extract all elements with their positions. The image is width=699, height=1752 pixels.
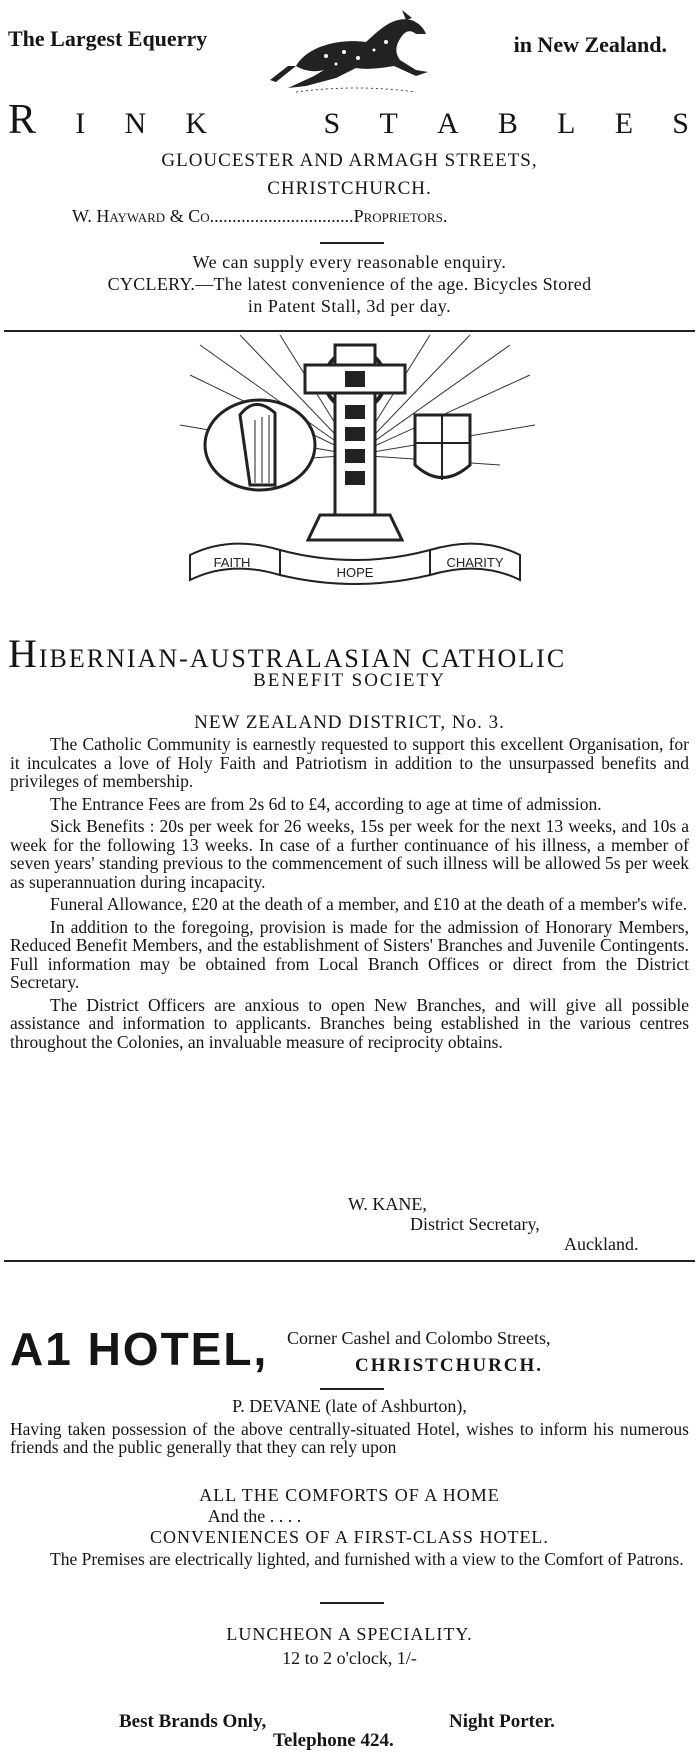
rink-tagline-left: The Largest Equerry	[8, 26, 208, 51]
banner-faith: FAITH	[213, 555, 251, 570]
hotel-night-porter: Night Porter.	[449, 1711, 555, 1732]
title-letter: A	[437, 107, 461, 140]
signature-name: W. KANE,	[348, 1194, 427, 1214]
hibernian-subtitle: BENEFIT SOCIETY	[253, 670, 446, 691]
hotel-intro: Having taken possession of the above centrally-situated Hotel, wishes to inform his numerous friends and the public generally that they can rely upon	[10, 1419, 689, 1457]
divider	[320, 1602, 384, 1604]
hibernian-title-rest: IBERNIAN-AUSTRALASIAN CATHOLIC	[38, 644, 567, 673]
hotel-address: Corner Cashel and Colombo Streets,	[287, 1328, 551, 1348]
hotel-and-the: And the . . . .	[207, 1506, 302, 1526]
paragraph: The Entrance Fees are from 2s 6d to £4, according to age at time of admission.	[50, 793, 602, 814]
hotel-hours: 12 to 2 o'clock, 1/-	[282, 1648, 417, 1668]
hotel-premises: The Premises are electrically lighted, and furnished with a view to the Comfort of Patrons.	[50, 1549, 684, 1569]
title-letter: T	[379, 107, 400, 140]
hotel-comforts: ALL THE COMFORTS OF A HOME	[199, 1485, 500, 1505]
rink-cyclery: CYCLERY.—The latest convenience of the age. Bicycles Stored	[107, 274, 592, 294]
hotel-proprietor: P. DEVANE (late of Ashburton),	[232, 1396, 467, 1416]
title-letter: N	[124, 107, 149, 140]
banner-hope: HOPE	[336, 565, 374, 580]
hibernian-title-initial: H	[8, 631, 39, 676]
hotel-brands: Best Brands Only,	[119, 1711, 267, 1732]
rink-proprietor: W. Hayward & Co................................Proprietors.	[72, 206, 448, 226]
paragraph: The Catholic Community is earnestly requested to support this excellent Organisation, for it inculcates a love of Holy Faith and Patriotism in addition to the unsurpassed benefits and privileges of membership.	[10, 734, 689, 791]
rink-tagline-right: in New Zealand.	[513, 32, 667, 57]
title-letter: I	[75, 107, 88, 140]
title-letter: R	[8, 97, 39, 143]
hotel-name: A1 HOTEL,	[10, 1323, 269, 1375]
section-divider	[4, 1260, 695, 1262]
paragraph: Sick Benefits : 20s per week for 26 weeks, 15s per week for the next 13 weeks, and 10s a week for the following 13 weeks. In case of a further continuance of his illness, a member of seven years' standing previous to the commencement of such illness will be allowed 5s per week as superannuation during incapacity.	[10, 816, 689, 892]
hotel-luncheon: LUNCHEON A SPECIALITY.	[226, 1624, 473, 1644]
title-letter: S	[323, 107, 343, 140]
divider	[320, 1388, 384, 1390]
hotel-telephone: Telephone 424.	[273, 1730, 394, 1751]
signature-place: Auckland.	[564, 1234, 639, 1254]
rink-patent-stall: in Patent Stall, 3d per day.	[247, 296, 452, 316]
hotel-city: CHRISTCHURCH.	[355, 1355, 544, 1376]
title-letter: L	[557, 107, 578, 140]
rink-address: GLOUCESTER AND ARMAGH STREETS,	[161, 150, 538, 171]
rink-enquiry: We can supply every reasonable enquiry.	[192, 252, 507, 272]
section-divider	[4, 330, 695, 332]
title-letter: S	[672, 107, 691, 140]
title-letter: B	[497, 107, 520, 140]
divider	[320, 242, 384, 244]
banner-charity: CHARITY	[446, 555, 504, 570]
signature-title: District Secretary,	[410, 1214, 540, 1234]
paragraph: In addition to the foregoing, provision is made for the admission of Honorary Members, Reduced Benefit Members, and the establishment of Sisters' Branches and Juvenile Contingents. Full information may be obtained from Local Branch Offices or direct from the District Secretary.	[10, 916, 689, 992]
rink-header	[4, 20, 695, 80]
hotel-conveniences: CONVENIENCES OF A FIRST-CLASS HOTEL.	[150, 1527, 549, 1547]
hibernian-body	[10, 735, 689, 1055]
paragraph: Funeral Allowance, £20 at the death of a member, and £10 at the death of a member's wife.	[50, 894, 688, 914]
title-letter: K	[185, 107, 210, 140]
hibernian-district: NEW ZEALAND DISTRICT, No. 3.	[194, 712, 505, 733]
paragraph: The District Officers are anxious to open New Branches, and will give all possible assistance and information to applicants. Branches being established in the various centres throughout the Colonies, an invaluable measure of reciprocity obtains.	[10, 994, 689, 1052]
rink-city: CHRISTCHURCH.	[267, 178, 432, 199]
rink-title	[8, 96, 691, 144]
celtic-cross-emblem	[170, 335, 540, 590]
horse-icon	[266, 8, 446, 98]
title-letter: E	[614, 107, 636, 140]
